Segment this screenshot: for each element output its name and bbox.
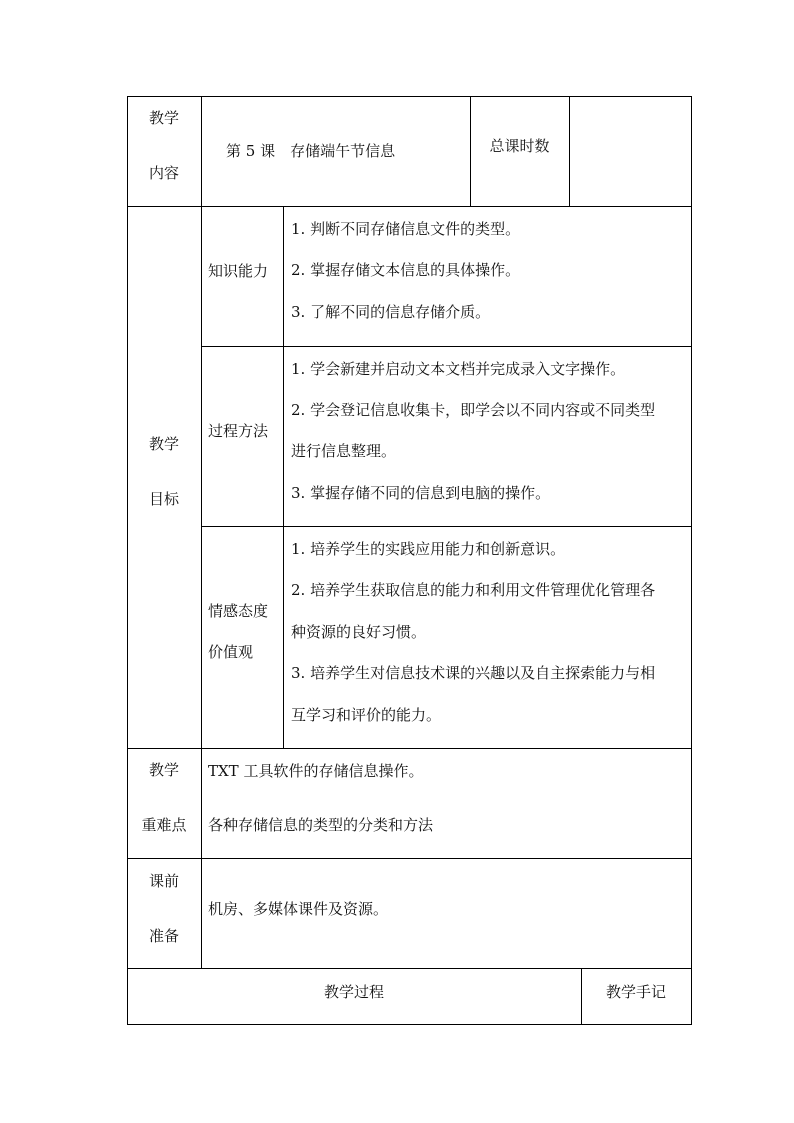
col-divider	[283, 206, 284, 748]
border-right	[691, 96, 692, 1025]
knowledge-item: 3. 了解不同的信息存储介质。	[291, 303, 491, 321]
content-label-line2: 内容	[148, 164, 179, 182]
attitude-label-line2: 价值观	[208, 643, 254, 661]
row-divider	[201, 526, 692, 527]
objectives-label-line1: 教学	[148, 435, 179, 453]
col-divider	[201, 96, 202, 968]
row-divider	[127, 206, 692, 207]
preparation-label-line2: 准备	[148, 927, 179, 945]
row-divider	[127, 858, 692, 859]
keypoints-line: 各种存储信息的类型的分类和方法	[208, 816, 434, 834]
preparation-label-line1: 课前	[148, 872, 179, 890]
process-line: 2. 学会登记信息收集卡，即学会以不同内容或不同类型	[291, 401, 656, 419]
row-divider	[127, 968, 692, 969]
process-line: 进行信息整理。	[291, 442, 397, 460]
keypoints-line: TXT 工具软件的存储信息操作。	[208, 762, 424, 780]
keypoints-label-line1: 教学	[148, 761, 179, 779]
knowledge-label: 知识能力	[208, 262, 269, 280]
row-divider	[127, 748, 692, 749]
process-line: 3. 掌握存储不同的信息到电脑的操作。	[291, 484, 551, 502]
attitude-line: 互学习和评价的能力。	[291, 706, 442, 724]
knowledge-item: 2. 掌握存储文本信息的具体操作。	[291, 261, 521, 279]
content-label-line1: 教学	[148, 109, 179, 127]
process-line: 1. 学会新建并启动文本文档并完成录入文字操作。	[291, 360, 626, 378]
lesson-title: 第 5 课 存储端午节信息	[226, 142, 396, 160]
objectives-label-line2: 目标	[148, 490, 179, 508]
attitude-label-line1: 情感态度	[208, 602, 269, 620]
process-label: 过程方法	[208, 422, 269, 440]
attitude-line: 3. 培养学生对信息技术课的兴趣以及自主探索能力与相	[291, 664, 656, 682]
border-bottom	[127, 1024, 692, 1025]
attitude-line: 种资源的良好习惯。	[291, 623, 427, 641]
col-divider	[569, 96, 570, 206]
teaching-notes-header: 教学手记	[605, 983, 666, 1001]
teaching-process-header: 教学过程	[323, 983, 384, 1001]
total-hours-label: 总课时数	[489, 137, 550, 155]
border-top	[127, 96, 692, 97]
row-divider	[201, 346, 692, 347]
attitude-line: 2. 培养学生获取信息的能力和利用文件管理优化管理各	[291, 581, 656, 599]
knowledge-item: 1. 判断不同存储信息文件的类型。	[291, 220, 521, 238]
preparation-text: 机房、多媒体课件及资源。	[208, 900, 389, 918]
attitude-line: 1. 培养学生的实践应用能力和创新意识。	[291, 540, 566, 558]
keypoints-label-line2: 重难点	[141, 816, 187, 834]
